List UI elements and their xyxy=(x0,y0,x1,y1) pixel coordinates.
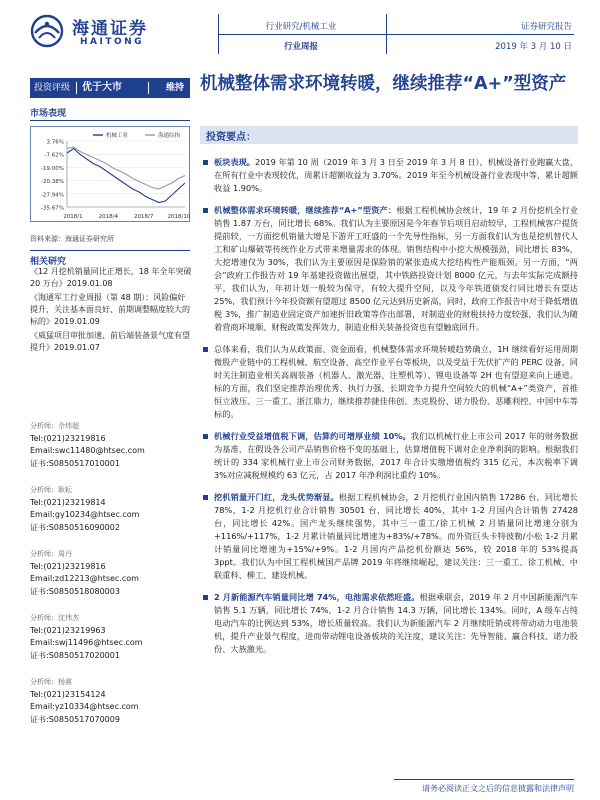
bullet-icon xyxy=(203,208,208,213)
chart-source: 资料来源：海通证券研究所 xyxy=(30,235,114,243)
rating-bar xyxy=(30,78,190,98)
report-category: 行业研究/机械工业 xyxy=(265,22,337,32)
analyst-email[interactable]: Email:zd12213@htsec.com xyxy=(30,574,139,583)
analyst-card xyxy=(30,420,192,470)
analyst-cert: 证书:S0850517020001 xyxy=(30,650,120,660)
analyst-tel: Tel:(021)23219814 xyxy=(30,497,106,507)
section-divider xyxy=(30,250,190,251)
y-tick-label: 3.76% xyxy=(46,139,64,146)
analyst-tel: Tel:(021)23219816 xyxy=(30,433,106,443)
report-date: 2019 年 3 月 10 日 xyxy=(495,42,572,52)
analyst-email[interactable]: Email:gy10234@htsec.com xyxy=(30,510,140,519)
key-point-lead: 机械行业受益增值税下调，估算约可增厚业绩 10%。 xyxy=(214,431,411,441)
key-point-text: 根据乘联会，2019 年 2 月中国新能源汽车销售 5.1 万辆，同比增长 74%，1-2 月合计销售 14.3 万辆，同比增长 134%。同时，A 级车占纯电动汽车的比例达到 53%，增长质量较高。我们认为新能源汽车 2 月继续旺销或将带动动力电池装机，提升产业景气程度，进而带动锂电设备板块的关注度，建议关注：先导智能、赢合科技、诺力股份、大族激光。 xyxy=(214,592,579,654)
footer-rule xyxy=(394,779,574,780)
analyst-card xyxy=(30,676,192,726)
key-point-text: 根据工程机械协会，2 月挖机行业国内销售 17286 台，同比增长 78%，1-2 月挖机行业合计销售 30501 台，同比增长 40%，其中 1-2 月国内合计销售 27428 台，同比增长 42%。国产龙头继续强势，其中三一重工/徐工机械 2 月销量同比增速分别为+116%/+117%，1-2 月累计销量同比增速为+83%/+78%。而外资巨头卡特彼勒/小松 1-2 月累计销量同比增速为+15%/+9%。1-2 月国内产品挖机份额达 56%，较 2018 年的 53%提高 3ppt。我们认为中国工程机械国产品牌 2019 年将继续崛起，建议关注：三一重工、徐工机械、中联重科、柳工、建设机械。 xyxy=(214,492,578,580)
related-item[interactable]: 《海通军工行业周报（第 48 期）：风险偏好提升，关注基本面良好、前期调整幅度较大的标的》2019.01.09 xyxy=(30,293,190,326)
analyst-email[interactable]: Email:swc11480@htsec.com xyxy=(30,446,145,455)
key-point-text: 总体来看，我们认为从政策面、资金面看，机械整体需求环境转暖趋势确立，1H 继续看好运用周期微股产业链中的工程机械、航空设备、高空作业平台等板块，以及受益于先伏扩产的 PERC 设备，同时关注制造业相关高端装备（机器人、激光器、注塑机等）、锂电设备等 2H 也有望迎来向上通道。标的方面，我们坚定推荐治理优秀、执行力强、长期竞争力提升空间较大的机械“A+”类资产，首推恒立液压、三一重工、浙江鼎力，继续推荐捷佳伟创、杰克股份、诺力股份、恶雕利控、中国中车等标的。 xyxy=(214,344,578,419)
rating-label: 投资评级 xyxy=(34,83,71,93)
key-point-text: 根据工程机械协会统计，19 年 2 月份挖机全行业销售 1.87 万台，同比增长 68%。我们认为主要原因是今年春节后项目启动较早，工程机械客户提货提前较，一方面挖机销量大增是下游开工旺盛的一个先导性指标，另一方面我们认为也是挖机替代人工和矿山爆破等传统作业方式带来增量需求的体现。销售结构中小挖大规模强劲，同比增长 83%，大挖增速仅为 30%，我们认为主要原因是保险销的紧张造成大挖结构性产能瓶颈。另一方面，“两会”政府工作报告对 19 年基建投资做出展望，其中铁路投资计划 8000 亿元，与去年实际完成额持平，我们认为，年初计划一般较为保守，有较大提升空间，以及今年铁道债发行同比增长有望达 25%，我们预计今年投资额有望超过 8500 亿元达到历史新高，同时，政府工作报告中对于降低增值税 3%，推广制造业固定资产加速折旧政策等作出部署，对制造业的财税扶持力度较强，我们认为随着营商环境顺、财税政策发挥效力，制造业相关装备投资也有望触底回升。 xyxy=(214,205,579,332)
y-tick-label: -19.00% xyxy=(41,165,64,172)
report-body xyxy=(202,156,578,665)
market-chart xyxy=(30,126,190,222)
analyst-cert: 证书:S0850518080003 xyxy=(30,586,120,596)
y-tick-label: -35.67% xyxy=(41,205,64,212)
y-tick-label: -20.38% xyxy=(41,179,64,186)
analyst-card xyxy=(30,612,192,662)
analyst-tel: Tel:(021)23219816 xyxy=(30,561,106,571)
analyst-cert: 证书:S0850517010001 xyxy=(30,458,120,468)
rating-separator xyxy=(148,82,149,94)
report-type: 行业周报 xyxy=(283,42,318,52)
analyst-cert: 证书:S0850517070009 xyxy=(30,714,120,724)
related-item[interactable]: 《12 月挖机销量同比正增长，18 年全年突破 20 万台》2019.01.08 xyxy=(30,267,192,288)
analyst-name: 分析师：杨震 xyxy=(30,678,72,686)
analyst-tel: Tel:(021)23154124 xyxy=(30,689,106,699)
related-title: 相关研究 xyxy=(30,257,67,267)
x-tick-label: 2018/10 xyxy=(167,214,191,220)
series-line xyxy=(67,147,185,189)
legend-label: 机械工业 xyxy=(106,133,129,139)
analyst-tel: Tel:(021)23219963 xyxy=(30,625,106,635)
key-point-lead: 挖机销量开门红，龙头优势渐显。 xyxy=(214,492,339,502)
analyst-list xyxy=(30,420,192,740)
bullet-icon xyxy=(203,495,208,500)
analyst-name: 分析师：沈伟杰 xyxy=(30,614,79,622)
key-point-text: 2019 年第 10 周（2019 年 3 月 3 日至 2019 年 3 月 8 日），机械设备行业跑赢大盘，在所有行业中表现较优，周累计超额收益为 3.70%。2019 年至今机械设备行业表现中等，累计超额收益 1.90%。 xyxy=(214,157,578,193)
analyst-cert: 证书:S0850516090002 xyxy=(30,522,120,532)
related-item[interactable]: 《威猛项目审批加速、前后端装备景气度有望提升》2019.01.07 xyxy=(30,331,190,352)
header-rule xyxy=(218,34,574,35)
logo-english: HAITONG xyxy=(80,37,145,47)
analyst-card xyxy=(30,484,192,534)
y-tick-label: -27.94% xyxy=(41,192,64,199)
key-point-lead: 板块表现。 xyxy=(214,157,255,167)
key-point xyxy=(202,591,578,656)
market-chart-svg xyxy=(31,127,191,223)
analyst-card xyxy=(30,548,192,598)
company-logo xyxy=(30,14,190,48)
key-point xyxy=(202,491,578,582)
bullet-icon xyxy=(203,434,208,439)
related-research xyxy=(30,266,192,356)
bullet-icon xyxy=(203,347,208,352)
key-point-text: 我们以机械行业上市公司 2017 年的财务数据为基准，在假设各公司产品销售价格不变的基础上，估算增值税下调对企业净利润的影响。根据我们统计的 334 家机械行业上市公司财务数据，2017 年合计实缴增值税约 315 亿元，本次税率下调 3%对应减税规模约 63 亿元，占 2017 年净利润比重约 10%。 xyxy=(214,431,578,480)
analyst-email[interactable]: Email:yz10334@htsec.com xyxy=(30,702,139,711)
logo-chinese: 海通证券 xyxy=(72,19,148,39)
analyst-name: 分析师：佘炜超 xyxy=(30,422,79,430)
rating-value: 优于大市 xyxy=(82,82,122,93)
analyst-name: 分析师：周丹 xyxy=(30,550,72,558)
key-point xyxy=(202,343,578,421)
key-point-lead: 2 月新能源汽车销量同比增 74%，电池需求依然旺盛。 xyxy=(214,592,420,602)
report-label: 证券研究报告 xyxy=(520,22,572,32)
key-point xyxy=(202,156,578,195)
key-point xyxy=(202,204,578,334)
disclaimer-footer: 请务必阅读正文之后的信息披露和法律声明 xyxy=(422,784,574,793)
key-point-lead: 机械整体需求环境转暖，继续推荐“A+”型资产： xyxy=(214,205,397,215)
keypoints-title: 投资要点： xyxy=(206,132,256,143)
analyst-email[interactable]: Email:swj11496@htsec.com xyxy=(30,638,143,647)
rating-separator xyxy=(76,82,77,94)
report-title: 机械整体需求环境转暖，继续推荐“A+”型资产 xyxy=(200,74,567,94)
x-tick-label: 2018/7 xyxy=(133,214,154,220)
x-tick-label: 2018/1 xyxy=(63,214,83,220)
logo-mark-icon xyxy=(30,14,68,48)
legend-label: 海通综指 xyxy=(158,133,181,139)
market-title: 市场表现 xyxy=(30,109,67,119)
bullet-icon xyxy=(203,595,208,600)
y-tick-label: -7.62% xyxy=(44,152,64,159)
section-divider xyxy=(30,120,190,121)
bullet-icon xyxy=(203,160,208,165)
keypoints-header xyxy=(200,126,578,144)
key-point xyxy=(202,430,578,482)
series-line xyxy=(67,149,185,203)
x-tick-label: 2018/4 xyxy=(98,214,119,220)
rating-action: 维持 xyxy=(165,83,184,93)
analyst-name: 分析师：耿耘 xyxy=(30,486,72,494)
